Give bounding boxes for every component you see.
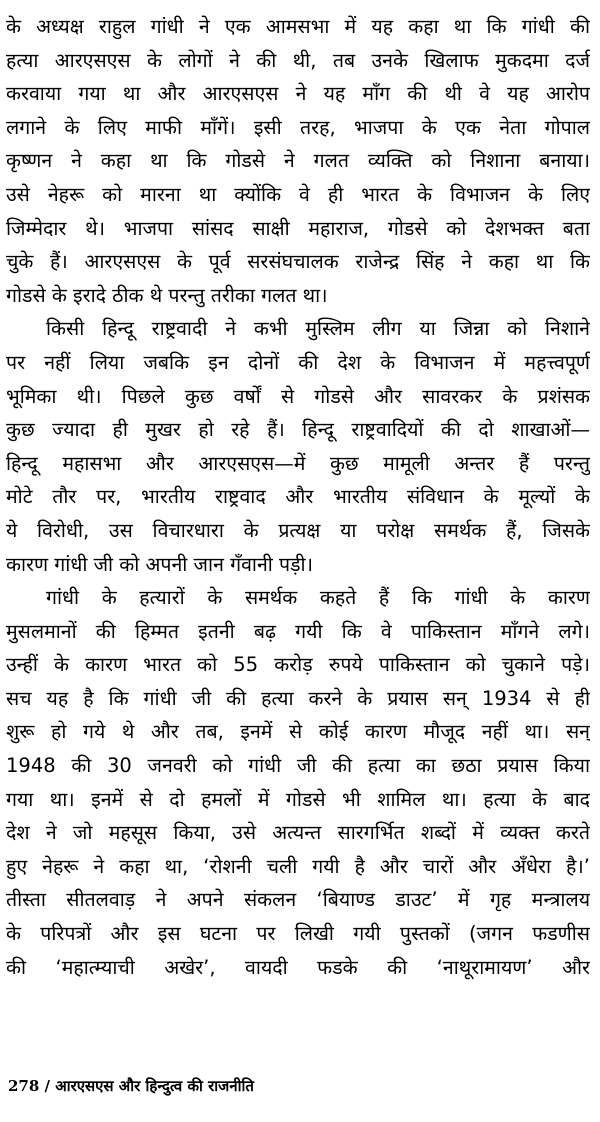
text-line: शुरू हो गये थे और तब, इनमें से कोई कारण मौजूद नहीं था। सन् (6, 720, 590, 744)
text-line: की ‘महात्म्याची अखेर’, वायदी फडके की ‘नाथूरामायण’ और (6, 955, 590, 979)
text-line: उन्हीं के कारण भारत को 55 करोड़ रुपये पाकिस्तान को चुकाने पड़े। (6, 653, 590, 677)
text-line: के परिपत्रों और इस घटना पर लिखी गयी पुस्तकों (जगन फडणीस (6, 922, 590, 946)
text-line: के अध्यक्ष राहुल गांधी ने एक आमसभा में यह कहा था कि गांधी की (6, 15, 590, 38)
page-footer: 278 / आरएसएस और हिन्दुत्व की राजनीति (8, 1077, 254, 1095)
text-line: मोटे तौर पर, भारतीय राष्ट्रवाद और भारतीय संविधान के मूल्यों के (6, 485, 590, 509)
text-line: तीस्ता सीतलवाड़ ने अपने संकलन ‘बियाण्ड डाउट’ में गृह मन्त्रालय (6, 888, 590, 912)
text-line: उसे नेहरू को मारना था क्योंकि वे ही भारत के विभाजन के लिए (6, 182, 590, 206)
text-line: 1948 की 30 जनवरी को गांधी जी की हत्या का छठा प्रयास किया (6, 754, 590, 778)
text-line: पर नहीं लिया जबकि इन दोनों की देश के विभाजन में महत्त्वपूर्ण (6, 350, 590, 374)
text-line: भूमिका थी। पिछले कुछ वर्षों से गोडसे और सावरकर के प्रशंसक (6, 384, 590, 408)
text-line: गया था। इनमें से दो हमलों में गोडसे भी शामिल था। हत्या के बाद (6, 787, 590, 811)
text-line: ये विरोधी, उस विचारधारा के प्रत्यक्ष या परोक्ष समर्थक हैं, जिसके (6, 518, 590, 542)
text-line: हत्या आरएसएस के लोगों ने की थी, तब उनके खिलाफ मुकदमा दर्ज (6, 48, 590, 72)
text-line: सच यह है कि गांधी जी की हत्या करने के प्रयास सन् 1934 से ही (6, 686, 590, 710)
text-line: गांधी के हत्यारों के समर्थक कहते हैं कि गांधी के कारण (46, 586, 590, 610)
text-line: कुछ ज्यादा ही मुखर हो रहे हैं। हिन्दू राष्ट्रवादियों की दो शाखाओं— (6, 418, 590, 442)
text-line: लगाने के लिए माफी माँगें। इसी तरह, भाजपा के एक नेता गोपाल (6, 115, 590, 139)
text-line: किसी हिन्दू राष्ट्रवादी ने कभी मुस्लिम लीग या जिन्ना को निशाने (46, 317, 590, 341)
text-line: जिम्मेदार थे। भाजपा सांसद साक्षी महाराज, गोडसे को देशभक्त बता (6, 216, 590, 240)
page-body (6, 10, 590, 984)
text-line: गोडसे के इरादे ठीक थे परन्तु तरीका गलत था। (6, 283, 328, 307)
text-line: हिन्दू महासभा और आरएसएस—में कुछ मामूली अन्तर हैं परन्तु (6, 451, 590, 475)
text-line: हुए नेहरू ने कहा था, ‘रोशनी चली गयी है और चारों और अँधेरा है।’ (6, 854, 590, 878)
text-line: चुके हैं। आरएसएस के पूर्व सरसंघचालक राजेन्द्र सिंह ने कहा था कि (6, 250, 590, 274)
text-line: करवाया गया था और आरएसएस ने यह माँग की थी वे यह आरोप (6, 82, 590, 106)
text-line: देश ने जो महसूस किया, उसे अत्यन्त सारगर्भित शब्दों में व्यक्त करते (6, 821, 590, 845)
text-line: मुसलमानों की हिम्मत इतनी बढ़ गयी कि वे पाकिस्तान माँगने लगे। (6, 619, 590, 643)
text-line: कारण गांधी जी को अपनी जान गँवानी पड़ी। (6, 552, 313, 576)
text-line: कृष्णन ने कहा था कि गोडसे ने गलत व्यक्ति को निशाना बनाया। (6, 149, 590, 173)
